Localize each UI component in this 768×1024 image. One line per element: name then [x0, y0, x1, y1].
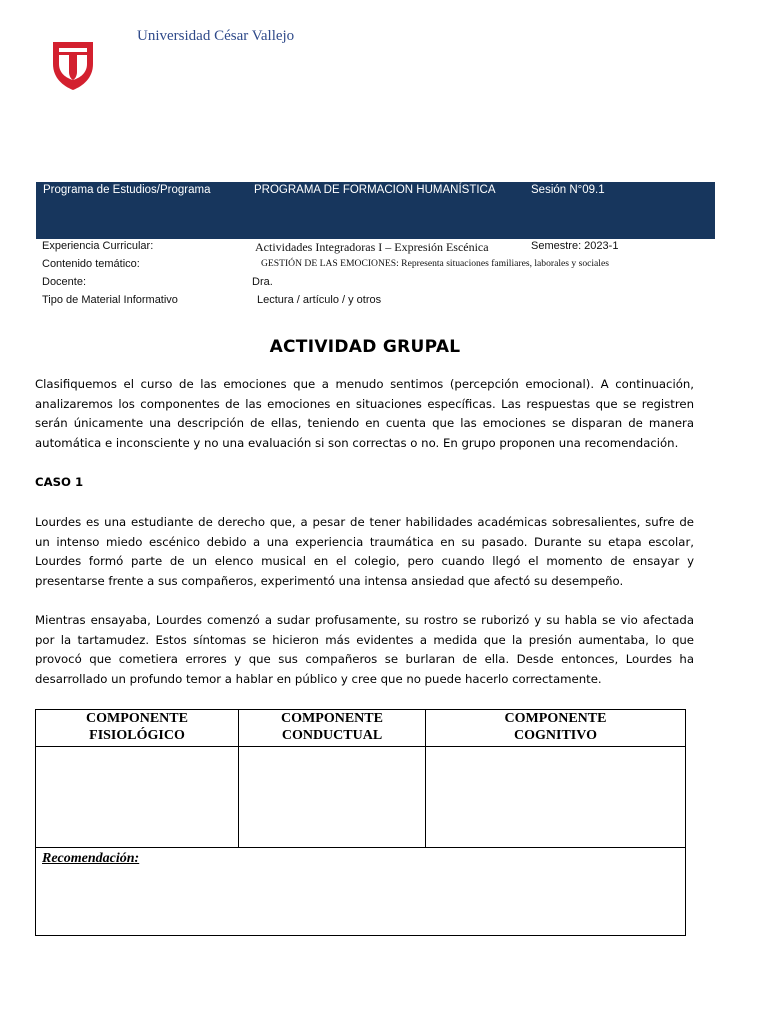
- docente-value: Dra.: [252, 276, 273, 288]
- semestre: Semestre: 2023-1: [531, 240, 619, 252]
- cell-conductual[interactable]: [239, 747, 426, 848]
- contenido-label: Contenido temático:: [42, 258, 140, 270]
- experiencia-label: Experiencia Curricular:: [42, 240, 154, 252]
- ucv-logo: [53, 42, 93, 90]
- header-conductual: COMPONENTE CONDUCTUAL: [239, 710, 426, 747]
- contenido-value: GESTIÓN DE LAS EMOCIONES: Representa situaciones familiares, laborales y sociales: [261, 258, 609, 269]
- tipo-material-label: Tipo de Material Informativo: [42, 294, 178, 306]
- header-cognitivo: COMPONENTE COGNITIVO: [426, 710, 686, 747]
- case-heading: CASO 1: [35, 475, 84, 489]
- case-paragraph-1: Lourdes es una estudiante de derecho que, a pesar de tener habilidades académicas sobresalientes, sufre de un intenso miedo escénico debido a una experiencia traumática en su pasado. Durante su etapa escolar, Lourdes formó parte de un elenco musical en el colegio, pero cuando llegó el momento de ensayar y presentarse frente a sus compañeros, experimentó una intensa ansiedad que afectó su desempeño.: [35, 515, 694, 588]
- header-fisiologico: COMPONENTE FISIOLÓGICO: [36, 710, 239, 747]
- program-header-bar: [36, 182, 715, 239]
- cell-cognitivo[interactable]: [426, 747, 686, 848]
- recommendation-cell[interactable]: [36, 848, 686, 936]
- university-name: Universidad César Vallejo: [137, 28, 295, 44]
- program-label: Programa de Estudios/Programa: [43, 184, 211, 196]
- cell-fisiologico[interactable]: [36, 747, 239, 848]
- case-paragraph-2: Mientras ensayaba, Lourdes comenzó a sudar profusamente, su rostro se ruborizó y su habla se vio afectada por la tartamudez. Estos síntomas se hicieron más evidentes a medida que la presión aumentaba, lo que provocó que cometiera errores y que sus compañeros se burlaran de ella. Desde entonces, Lourdes ha desarrollado un profundo temor a hablar en público y cree que no puede hacerlo correctamente.: [35, 613, 694, 686]
- docente-label: Docente:: [42, 276, 87, 288]
- components-table: [35, 709, 686, 936]
- session-number: Sesión N°09.1: [531, 184, 605, 196]
- intro-paragraph: Clasifiquemos el curso de las emociones que a menudo sentimos (percepción emocional). A continuación, analizaremos los componentes de las emociones en situaciones específicas. Las respuestas que se registren serán únicamente una descripción de ellas, teniendo en cuenta que las emociones se disparan de manera automática e inconsciente y no una evaluación si son correctas o no. En grupo proponen una recomendación.: [35, 377, 694, 450]
- recommendation-label: Recomendación:: [42, 851, 140, 866]
- program-name: PROGRAMA DE FORMACION HUMANÍSTICA: [254, 184, 496, 196]
- experiencia-value: Actividades Integradoras I – Expresión Escénica: [255, 240, 489, 254]
- tipo-material-value: Lectura / artículo / y otros: [257, 294, 382, 306]
- activity-title: ACTIVIDAD GRUPAL: [269, 337, 461, 357]
